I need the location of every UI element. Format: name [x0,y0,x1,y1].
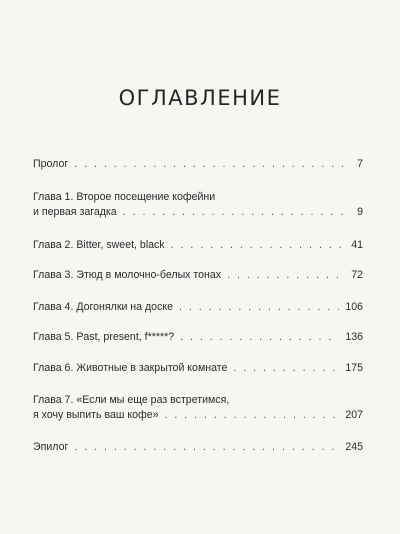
toc-entry-chapter-7 [33,393,363,423]
toc-entry-prolog [33,157,363,172]
toc-page-number: 41 [351,239,363,251]
dot-leader [227,268,345,283]
toc-entry-chapter-6 [33,361,363,376]
toc-entry-chapter-3 [33,268,363,283]
toc-entry-title: Глава 6. Животные в закрытой комнате [33,362,228,374]
dot-leader [74,440,339,455]
toc-entry-title: Глава 7. «Если мы еще раз встретимся, [33,394,230,406]
toc-page-number: 175 [345,362,363,374]
dot-leader [74,157,351,172]
toc-entry-chapter-2 [33,238,363,253]
toc-entry-title: Глава 1. Второе посещение кофейни [33,191,216,203]
toc-entry-title-cont: я хочу выпить ваш кофе» [33,409,159,421]
dot-leader [233,361,339,376]
dot-leader [179,300,339,315]
dot-leader [171,238,346,253]
toc-entry-title: Глава 5. Past, present, f*****? [33,331,175,343]
toc-entry-epilog [33,440,363,455]
toc-entry-title: Глава 4. Догонялки на доске [33,301,174,313]
toc-entry-chapter-1 [33,190,363,220]
dot-leader [123,205,351,220]
toc-entry-chapter-4 [33,300,363,315]
toc-page-number: 9 [357,206,363,218]
toc-heading: ОГЛАВЛЕНИЕ [118,86,282,110]
toc-page-number: 245 [345,441,363,453]
toc-entry-title: Глава 3. Этюд в молочно-белых тонах [33,269,222,281]
dot-leader [180,330,339,345]
toc-page-number: 106 [345,301,363,313]
toc-entry-title: Глава 2. Bitter, sweet, black [33,239,165,251]
toc-page-number: 136 [345,331,363,343]
toc-entry-chapter-5 [33,330,363,345]
toc-entry-title: Эпилог [33,441,69,453]
toc-entry-title: Пролог [33,158,69,170]
dot-leader [164,408,339,423]
toc-entry-title-cont: и первая загадка [33,206,117,218]
toc-page-number: 7 [357,158,363,170]
toc-page-number: 207 [345,409,363,421]
toc-page-number: 72 [351,269,363,281]
